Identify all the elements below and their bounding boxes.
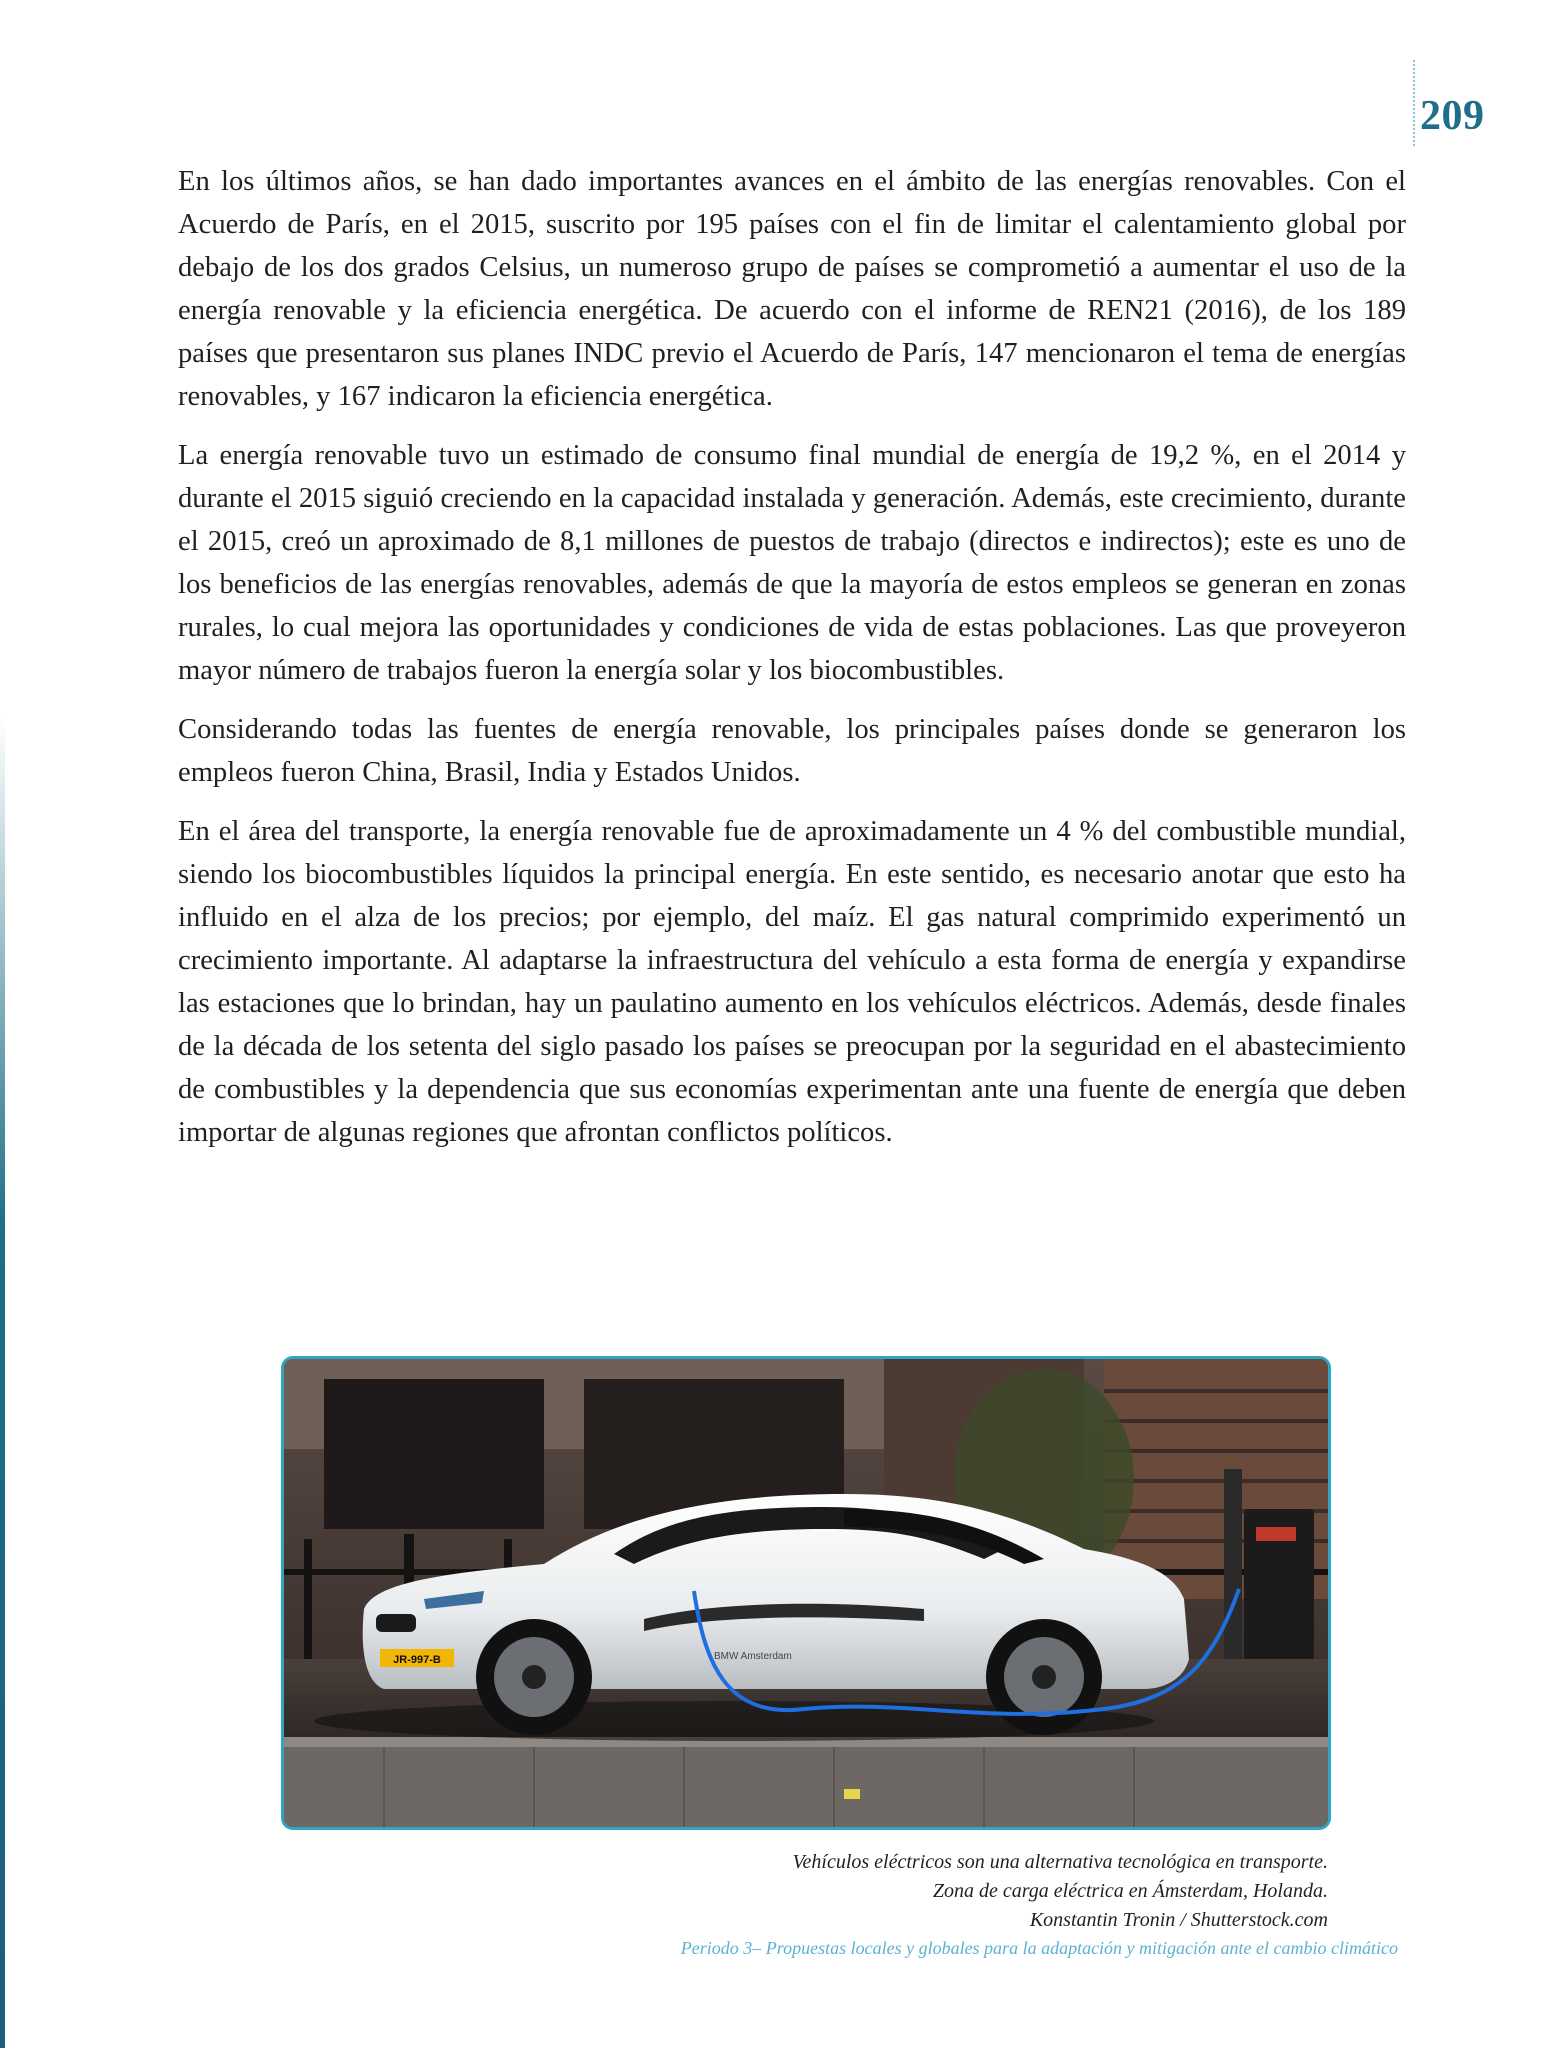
caption-credit: Konstantin Tronin / Shutterstock.com (1029, 1909, 1328, 1931)
page-number: 209 (1420, 93, 1485, 139)
page-number-rule (1413, 60, 1415, 146)
electric-car-photo (281, 1356, 1331, 1830)
body-text (178, 160, 1406, 1170)
license-plate: JR-997-B (393, 1654, 441, 1666)
caption-line-2: Zona de carga eléctrica en Ámsterdam, Holanda. (932, 1880, 1328, 1902)
paragraph-3: Considerando todas las fuentes de energía renovable, los principales países donde se generaron los empleos fueron China, Brasil, India y Estados Unidos. (178, 714, 1406, 788)
paragraph-2: La energía renovable tuvo un estimado de consumo final mundial de energía de 19,2 %, en el 2014 y durante el 2015 siguió creciendo en la capacidad instalada y generación. Además, este crecimiento, durante el 2015, creó un aproximado de 8,1 millones de puestos de trabajo (directos e indirectos); este es uno de los beneficios de las energías renovables, además de que la mayoría de estos empleos se generan en zonas rurales, lo cual mejora las oportunidades y condiciones de vida de estas poblaciones. Las que proveyeron mayor número de trabajos fueron la energía solar y los biocombustibles. (178, 440, 1406, 686)
photo-caption (428, 1848, 1328, 1935)
paragraph-4: En el área del transporte, la energía renovable fue de aproximadamente un 4 % del combustible mundial, siendo los biocombustibles líquidos la principal energía. En este sentido, es necesario anotar que esto ha influido en el alza de los precios; por ejemplo, del maíz. El gas natural comprimido experimentó un crecimiento importante. Al adaptarse la infraestructura del vehículo a esta forma de energía y expandirse las estaciones que lo brindan, hay un paulatino aumento en los vehículos eléctricos. Además, desde finales de la década de los setenta del siglo pasado los países se preocupan por la seguridad en el abastecimiento de combustibles y la dependencia que sus economías experimentan ante una fuente de energía que deben importar de algunas regiones que afrontan conflictos políticos. (178, 816, 1406, 1148)
left-edge-bar (0, 0, 5, 2048)
paragraph-1: En los últimos años, se han dado importantes avances en el ámbito de las energías renovables. Con el Acuerdo de París, en el 2015, suscrito por 195 países con el fin de limitar el calentamiento global por debajo de los dos grados Celsius, un numeroso grupo de países se comprometió a aumentar el uso de la energía renovable y la eficiencia energética. De acuerdo con el informe de REN21 (2016), de los 189 países que presentaron sus planes INDC previo el Acuerdo de París, 147 mencionaron el tema de energías renovables, y 167 indicaron la eficiencia energética. (178, 166, 1406, 412)
caption-line-1: Vehículos eléctricos son una alternativa tecnológica en transporte. (792, 1851, 1328, 1873)
door-text: BMW Amsterdam (714, 1651, 792, 1662)
footer-running-title: Periodo 3– Propuestas locales y globales para la adaptación y mitigación ante el cambio climático (680, 1938, 1398, 1958)
